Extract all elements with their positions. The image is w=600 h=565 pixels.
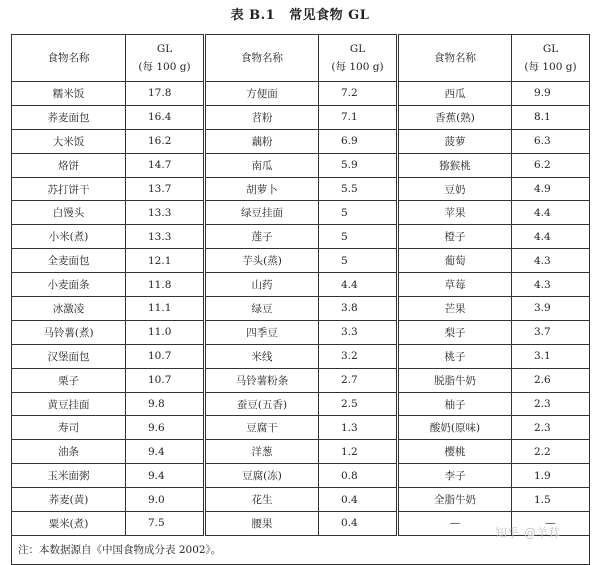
gl-value-cell: 7.5 [126,512,205,536]
table-row [12,440,590,464]
gl-value-cell: 6.3 [512,129,590,153]
food-name-cell: 蚕豆(五香) [205,392,319,416]
gl-value-cell: 3.7 [512,320,590,344]
table-caption: 常见食物 GL [289,8,370,23]
table-row [12,416,590,440]
food-name-cell: 绿豆 [205,297,319,321]
table-header-row [12,35,590,82]
food-name-cell: 藕粉 [205,129,319,153]
header-gl-unit: (每 100 g) [524,61,577,73]
header-food-name-1: 食物名称 [12,35,126,82]
food-name-cell: 寿司 [12,416,126,440]
gl-value-cell: 0.4 [319,512,398,536]
gl-value-cell: 11.1 [126,297,205,321]
watermark-site: 知乎 [494,526,519,540]
gl-table [11,34,590,565]
gl-value-cell: 4.9 [512,177,590,201]
gl-value-cell: 2.6 [512,368,590,392]
header-gl-label: GL [156,43,173,55]
food-name-cell: 脱脂牛奶 [398,368,512,392]
food-name-cell: 樱桃 [398,440,512,464]
header-gl-label: GL [542,43,559,55]
gl-value-cell: 3.9 [512,297,590,321]
gl-value-cell: 0.4 [319,488,398,512]
food-name-cell: 葡萄 [398,249,512,273]
food-name-cell: 梨子 [398,320,512,344]
gl-value-cell: 2.2 [512,440,590,464]
table-row [12,225,590,249]
gl-value-cell: 13.3 [126,225,205,249]
gl-value-cell: 2.5 [319,392,398,416]
food-name-cell: 油条 [12,440,126,464]
food-name-cell: 糯米饭 [12,82,126,106]
table-row [12,82,590,106]
food-name-cell: 莲子 [205,225,319,249]
gl-value-cell: 1.5 [512,488,590,512]
food-name-cell: 四季豆 [205,320,319,344]
gl-value-cell: — [512,512,590,536]
gl-value-cell: 10.7 [126,368,205,392]
gl-value-cell: 11.0 [126,320,205,344]
table-row [12,344,590,368]
gl-value-cell: 9.0 [126,488,205,512]
gl-value-cell: 9.4 [126,464,205,488]
food-name-cell: 全麦面包 [12,249,126,273]
food-name-cell: 腰果 [205,512,319,536]
food-name-cell: 橙子 [398,225,512,249]
gl-value-cell: 11.8 [126,273,205,297]
gl-value-cell: 3.1 [512,344,590,368]
table-number: 表 B.1 [230,8,276,23]
food-name-cell: 花生 [205,488,319,512]
gl-value-cell: 9.8 [126,392,205,416]
gl-value-cell: 6.2 [512,153,590,177]
food-name-cell: 马铃薯(煮) [12,320,126,344]
gl-value-cell: 5 [319,249,398,273]
header-gl-unit: (每 100 g) [331,61,384,73]
table-row [12,129,590,153]
food-name-cell: 草莓 [398,273,512,297]
gl-value-cell: 13.3 [126,201,205,225]
food-name-cell: 小米(煮) [12,225,126,249]
table-row [12,273,590,297]
food-name-cell: 全脂牛奶 [398,488,512,512]
gl-value-cell: 1.3 [319,416,398,440]
food-name-cell: 柚子 [398,392,512,416]
gl-value-cell: 16.4 [126,105,205,129]
table-row [12,320,590,344]
table-title [0,4,600,23]
food-name-cell: 绿豆挂面 [205,201,319,225]
food-name-cell: 苹果 [398,201,512,225]
food-name-cell: 西瓜 [398,82,512,106]
gl-value-cell: 12.1 [126,249,205,273]
food-name-cell: 洋葱 [205,440,319,464]
gl-value-cell: 9.6 [126,416,205,440]
gl-value-cell: 5 [319,225,398,249]
table-row [12,464,590,488]
watermark [495,524,560,541]
gl-value-cell: 3.2 [319,344,398,368]
food-name-cell: 南瓜 [205,153,319,177]
food-name-cell: 白馒头 [12,201,126,225]
food-name-cell: 芒果 [398,297,512,321]
gl-value-cell: 4.4 [319,273,398,297]
gl-value-cell: 9.4 [126,440,205,464]
table-row [12,105,590,129]
food-name-cell: 豆腐(冻) [205,464,319,488]
gl-value-cell: 14.7 [126,153,205,177]
food-name-cell: 米线 [205,344,319,368]
gl-value-cell: 5.9 [319,153,398,177]
food-name-cell: 胡萝卜 [205,177,319,201]
food-name-cell: 芋头(蒸) [205,249,319,273]
gl-value-cell: 6.9 [319,129,398,153]
gl-value-cell: 7.1 [319,105,398,129]
gl-value-cell: 0.8 [319,464,398,488]
table-row [12,201,590,225]
food-name-cell: 粟米(煮) [12,512,126,536]
food-name-cell: 方便面 [205,82,319,106]
table-row [12,177,590,201]
food-name-cell: 汉堡面包 [12,344,126,368]
gl-value-cell: 2.3 [512,392,590,416]
header-gl-3 [512,35,590,82]
gl-value-cell: 17.8 [126,82,205,106]
source-note: 注：本数据源自《中国食物成分表 2002》。 [12,535,590,564]
food-name-cell: 黄豆挂面 [12,392,126,416]
header-food-name-2: 食物名称 [205,35,319,82]
food-name-cell: 马铃薯粉条 [205,368,319,392]
table-row [12,368,590,392]
gl-value-cell: 2.3 [512,416,590,440]
gl-value-cell: 8.1 [512,105,590,129]
table-row [12,249,590,273]
gl-value-cell: 4.3 [512,273,590,297]
header-gl-label: GL [349,43,366,55]
gl-value-cell: 4.4 [512,201,590,225]
gl-value-cell: 1.9 [512,464,590,488]
table-row [12,297,590,321]
food-name-cell: — [398,512,512,536]
food-name-cell: 桃子 [398,344,512,368]
watermark-user: @羊茸 [523,526,560,540]
gl-value-cell: 4.3 [512,249,590,273]
table-row [12,392,590,416]
food-name-cell: 香蕉(熟) [398,105,512,129]
food-name-cell: 苏打饼干 [12,177,126,201]
food-name-cell: 苕粉 [205,105,319,129]
gl-value-cell: 16.2 [126,129,205,153]
header-gl-1 [126,35,205,82]
food-name-cell: 山药 [205,273,319,297]
food-name-cell: 栗子 [12,368,126,392]
food-name-cell: 小麦面条 [12,273,126,297]
food-name-cell: 李子 [398,464,512,488]
gl-value-cell: 7.2 [319,82,398,106]
food-name-cell: 荞麦面包 [12,105,126,129]
food-name-cell: 酸奶(原味) [398,416,512,440]
gl-value-cell: 4.4 [512,225,590,249]
table-row [12,488,590,512]
food-name-cell: 玉米面粥 [12,464,126,488]
food-name-cell: 大米饭 [12,129,126,153]
gl-value-cell: 5.5 [319,177,398,201]
food-name-cell: 猕猴桃 [398,153,512,177]
header-food-name-3: 食物名称 [398,35,512,82]
header-gl-unit: (每 100 g) [138,61,191,73]
food-name-cell: 菠萝 [398,129,512,153]
table-row [12,153,590,177]
gl-value-cell: 9.9 [512,82,590,106]
food-name-cell: 冰激凌 [12,297,126,321]
table-body [12,82,590,536]
gl-value-cell: 3.3 [319,320,398,344]
gl-value-cell: 1.2 [319,440,398,464]
food-name-cell: 荞麦(黄) [12,488,126,512]
food-name-cell: 烙饼 [12,153,126,177]
food-name-cell: 豆腐干 [205,416,319,440]
gl-value-cell: 5 [319,201,398,225]
food-name-cell: 豆奶 [398,177,512,201]
gl-value-cell: 2.7 [319,368,398,392]
gl-value-cell: 10.7 [126,344,205,368]
header-gl-2 [319,35,398,82]
gl-value-cell: 3.8 [319,297,398,321]
gl-value-cell: 13.7 [126,177,205,201]
